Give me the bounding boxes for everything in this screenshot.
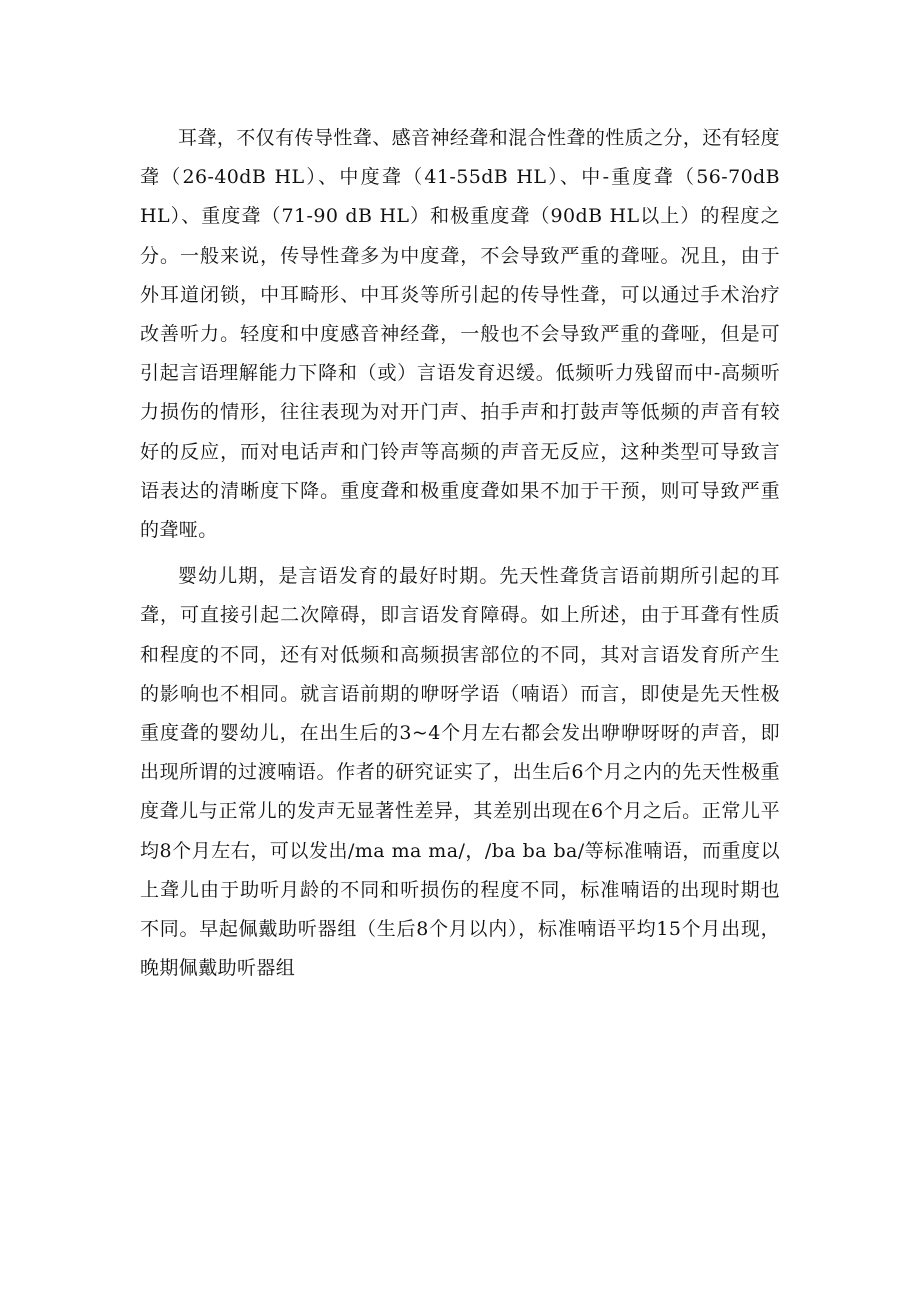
document-body [140,119,780,988]
paragraph-hearing-loss-types: 耳聋，不仅有传导性聋、感音神经聋和混合性聋的性质之分，还有轻度聋（26-40dB HL）、中度聋（41-55dB HL）、中-重度聋（56-70dB HL）、重度聋（71-90 dB HL）和极重度聋（90dB HL以上）的程度之分。一般来说，传导性聋多为中度聋，不会导致严重的聋哑。况且，由于外耳道闭锁，中耳畸形、中耳炎等所引起的传导性聋，可以通过手术治疗改善听力。轻度和中度感音神经聋，一般也不会导致严重的聋哑，但是可引起言语理解能力下降和（或）言语发育迟缓。低频听力残留而中-高频听力损伤的情形，往往表现为对开门声、拍手声和打鼓声等低频的声音有较好的反应，而对电话声和门铃声等高频的声音无反应，这种类型可导致言语表达的清晰度下降。重度聋和极重度聋如果不加于干预，则可导致严重的聋哑。 [140,127,780,542]
paragraph-infant-speech-development: 婴幼儿期，是言语发育的最好时期。先天性聋货言语前期所引起的耳聋，可直接引起二次障碍，即言语发育障碍。如上所述，由于耳聋有性质和程度的不同，还有对低频和高频损害部位的不同，其对言语发育所产生的影响也不相同。就言语前期的咿呀学语（喃语）而言，即使是先天性极重度聋的婴幼儿，在出生后的3~4个月左右都会发出咿咿呀呀的声音，即出现所谓的过渡喃语。作者的研究证实了，出生后6个月之内的先天性极重度聋儿与正常儿的发声无显著性差异，其差别出现在6个月之后。正常儿平均8个月左右，可以发出/ma ma ma/，/ba ba ba/等标准喃语，而重度以上聋儿由于助听月龄的不同和听损伤的程度不同，标准喃语的出现时期也不同。早起佩戴助听器组（生后8个月以内），标准喃语平均15个月出现，晚期佩戴助听器组 [140,565,780,980]
